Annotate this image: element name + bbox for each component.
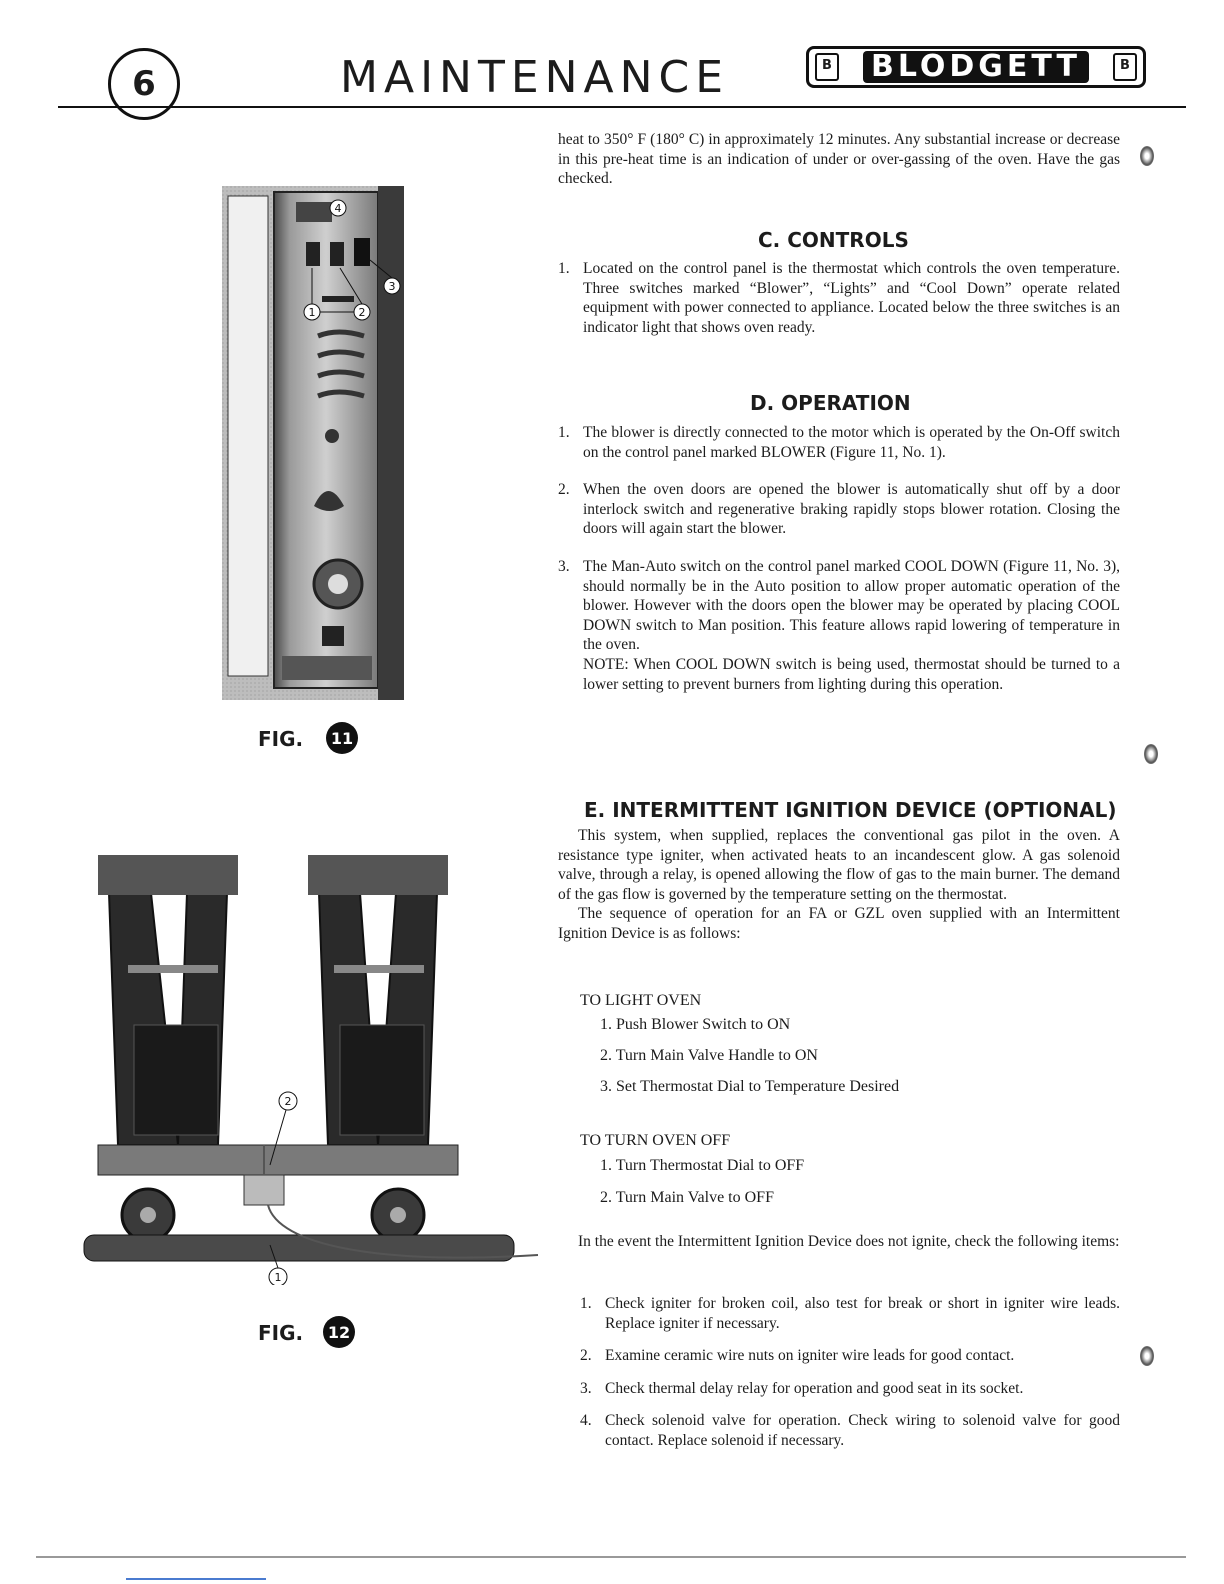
light-step-1: 1. Push Blower Switch to ON <box>600 1016 791 1033</box>
list-text-body: The Man-Auto switch on the control panel marked COOL DOWN (Figure 11, No. 3), should normally be in the Auto position to allow proper automatic operation of the blower. However with the doors open the blower may be operated by placing COOL DOWN switch to Man position. This feature allows rapid lowering of temperature in the oven. <box>583 557 1120 654</box>
figure-11-control-panel <box>222 186 404 700</box>
binder-hole-icon <box>1140 1346 1154 1366</box>
binder-hole-icon <box>1144 744 1158 764</box>
ignition-paragraph-2: The sequence of operation for an FA or GZL oven supplied with an Intermittent Ignition Device is as follows: <box>558 905 1120 942</box>
callout-3: 3 <box>388 280 396 293</box>
list-item <box>580 1294 1120 1333</box>
figure-12-number: 12 <box>323 1316 355 1348</box>
intro-paragraph: heat to 350° F (180° C) in approximately 12 minutes. Any substantial increase or decrease in this pre-heat time is an indication of under or over-gassing of the oven. Have the gas checked. <box>558 131 1120 188</box>
page-number: 6 <box>108 48 180 120</box>
check-list <box>580 1294 1120 1451</box>
logo-text: BLODGETT <box>863 51 1089 83</box>
off-step-1: 1. Turn Thermostat Dial to OFF <box>600 1157 805 1174</box>
operation-heading: D. OPERATION <box>750 391 911 415</box>
turn-off-heading: TO TURN OVEN OFF <box>580 1132 731 1149</box>
list-number: 2. <box>558 481 570 499</box>
operation-list <box>558 423 1120 694</box>
light-oven-heading: TO LIGHT OVEN <box>580 992 702 1009</box>
logo-mark-right-icon: B <box>1113 53 1137 81</box>
list-item <box>580 1379 1120 1399</box>
list-item <box>558 259 1120 337</box>
figure-11-label: FIG. <box>258 727 304 751</box>
figure-12-label: FIG. <box>258 1321 304 1345</box>
check-intro: In the event the Intermittent Ignition Device does not ignite, check the following items: <box>578 1233 1120 1250</box>
controls-heading: C. CONTROLS <box>758 228 909 252</box>
callout-2: 2 <box>284 1095 292 1108</box>
list-text: Examine ceramic wire nuts on igniter wire leads for good contact. <box>605 1347 1015 1365</box>
callout-4: 4 <box>334 202 342 215</box>
page-title: MAINTENANCE <box>340 52 730 103</box>
list-item <box>558 480 1120 539</box>
callout-1: 1 <box>274 1271 282 1284</box>
list-item <box>558 423 1120 462</box>
list-text: Located on the control panel is the thermostat which controls the oven temperature. Three switches marked “Blower”, “Lights” and “Cool Down” operate related equipment with power connected to appliance. Located below the three switches is an indicator light that shows oven ready. <box>583 260 1120 336</box>
callout-2: 2 <box>358 306 366 319</box>
list-item <box>580 1411 1120 1450</box>
list-text: Check thermal delay relay for operation and good seat in its socket. <box>605 1379 1024 1397</box>
ignition-heading: E. INTERMITTENT IGNITION DEVICE (OPTIONAL) <box>584 798 1117 822</box>
ignition-paragraph-1: This system, when supplied, replaces the conventional gas pilot in the oven. A resistance type igniter, when activated heats to an incandescent glow. A gas solenoid valve, through a relay, is opened allowing the flow of gas to the main burner. The demand of the gas flow is governed by the temperature setting on the thermostat. <box>558 827 1120 903</box>
list-number: 3. <box>558 557 570 575</box>
list-text: Check igniter for broken coil, also test for break or short in igniter wire leads. Replace igniter if necessary. <box>605 1295 1120 1332</box>
light-step-3: 3. Set Thermostat Dial to Temperature Desired <box>600 1078 900 1095</box>
list-number: 1. <box>558 424 570 441</box>
light-step-2: 2. Turn Main Valve Handle to ON <box>600 1047 818 1064</box>
off-step-2: 2. Turn Main Valve to OFF <box>600 1189 774 1206</box>
note-text: NOTE: When COOL DOWN switch is being used, thermostat should be turned to a lower setting to prevent burners from lighting during this operation. <box>583 655 1120 693</box>
figure-11-number: 11 <box>326 722 358 754</box>
header-rule <box>58 106 1186 108</box>
blodgett-logo <box>806 46 1146 88</box>
callout-1: 1 <box>308 306 316 319</box>
list-text <box>583 557 1120 694</box>
list-text: When the oven doors are opened the blower is automatically shut off by a door interlock switch and regenerative braking rapidly stops blower rotation. Closing the doors will again start the blower. <box>583 481 1120 538</box>
list-number: 4. <box>580 1412 592 1430</box>
list-text: Check solenoid valve for operation. Check wiring to solenoid valve for good contact. Replace solenoid if necessary. <box>605 1412 1120 1449</box>
list-number: 2. <box>580 1347 592 1365</box>
page-bottom-edge <box>36 1556 1186 1558</box>
list-item <box>558 557 1120 694</box>
scan-mark <box>126 1578 266 1580</box>
list-text: The blower is directly connected to the motor which is operated by the On-Off switch on the control panel marked BLOWER (Figure 11, No. 1). <box>583 424 1120 461</box>
figure-12-burners <box>78 845 542 1285</box>
ignition-paragraphs <box>558 826 1120 944</box>
controls-list <box>558 259 1120 337</box>
list-number: 1. <box>580 1295 592 1312</box>
list-item <box>580 1346 1120 1366</box>
list-number: 3. <box>580 1379 592 1397</box>
binder-hole-icon <box>1140 146 1154 166</box>
logo-mark-left-icon: B <box>815 53 839 81</box>
list-number: 1. <box>558 260 570 277</box>
